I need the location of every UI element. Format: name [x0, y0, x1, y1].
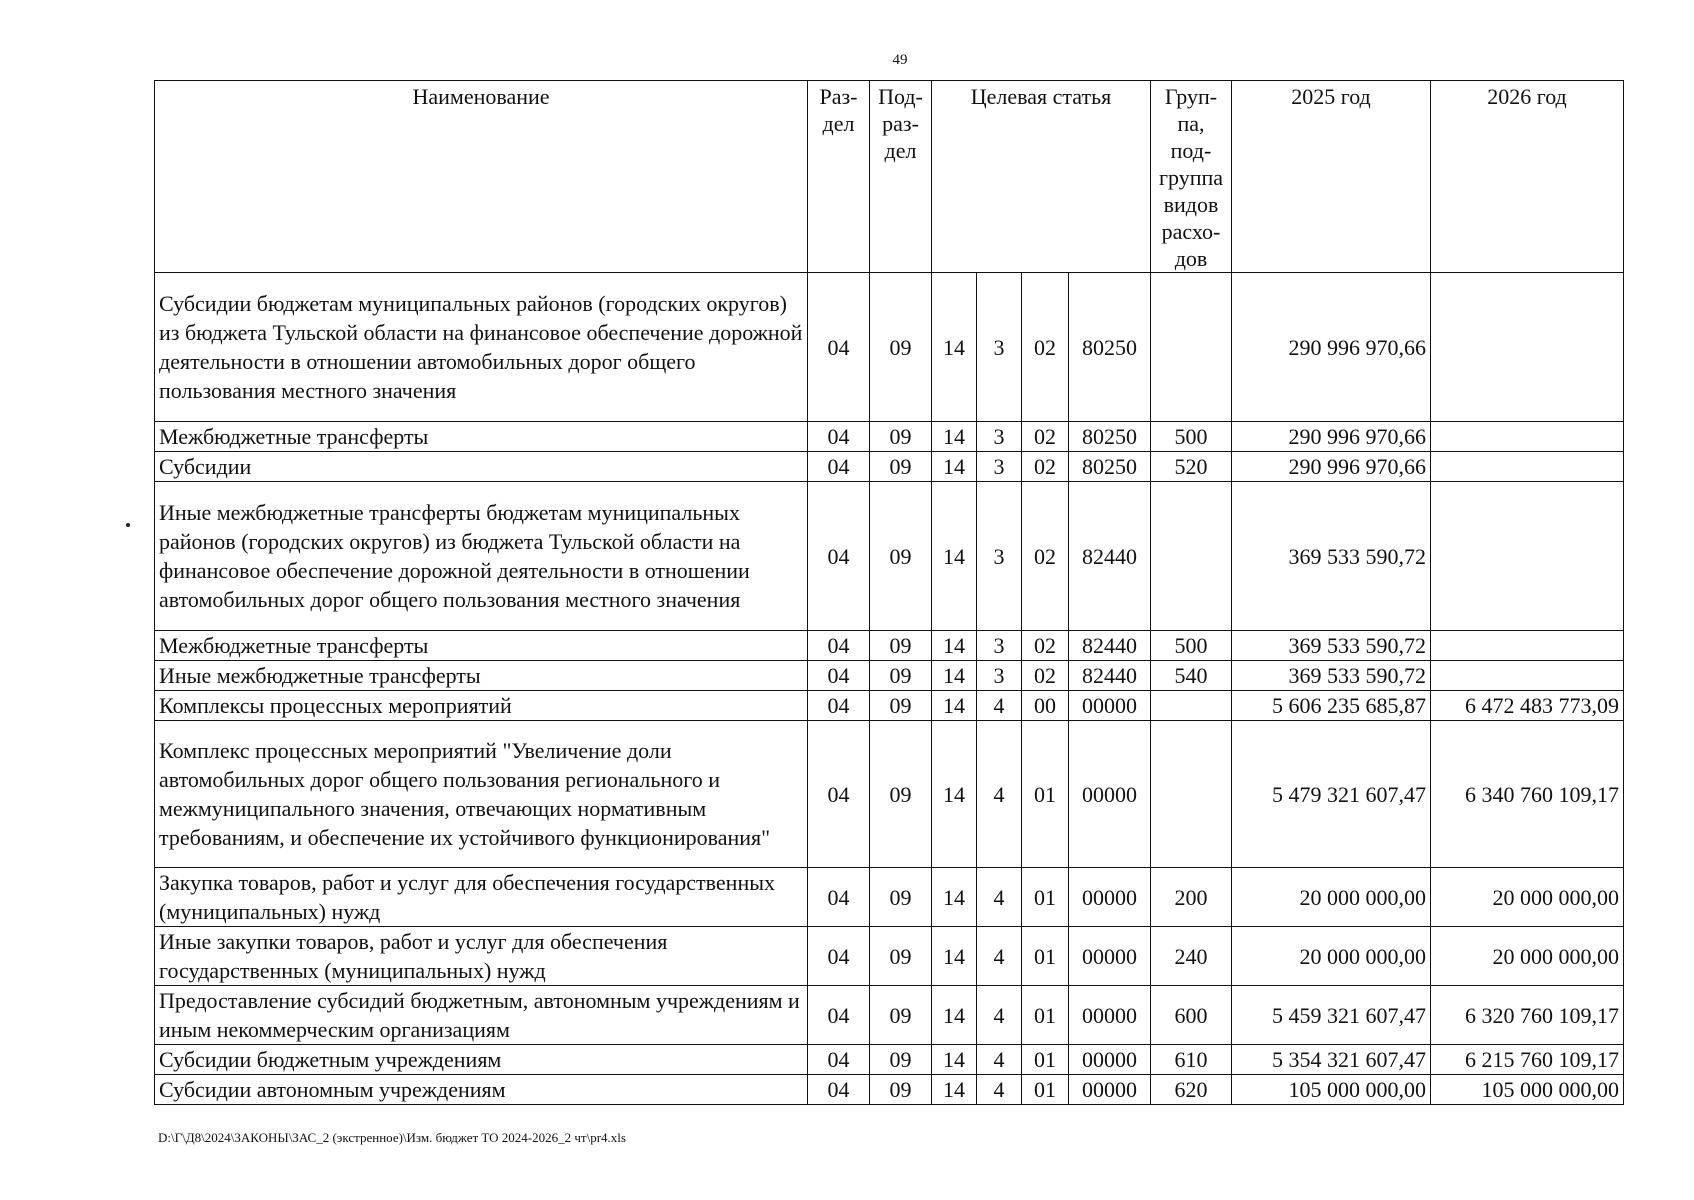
- row-expense-group: 200: [1151, 868, 1232, 927]
- row-article-structure: 02: [1022, 273, 1069, 422]
- header-target-article: Целевая статья: [932, 81, 1151, 273]
- row-expense-group: 620: [1151, 1075, 1232, 1105]
- row-amount-2025: 290 996 970,66: [1232, 422, 1431, 452]
- row-section: 04: [808, 986, 870, 1045]
- row-section: 04: [808, 721, 870, 868]
- row-amount-2025: 5 354 321 607,47: [1232, 1045, 1431, 1075]
- row-subsection: 09: [870, 721, 932, 868]
- row-amount-2025: 5 606 235 685,87: [1232, 691, 1431, 721]
- row-article-structure: 01: [1022, 1045, 1069, 1075]
- row-subsection: 09: [870, 273, 932, 422]
- row-article-program: 14: [932, 452, 977, 482]
- row-name: Субсидии: [155, 452, 808, 482]
- row-article-direction: 00000: [1069, 927, 1151, 986]
- table-row: [155, 868, 1624, 927]
- row-article-structure: 02: [1022, 422, 1069, 452]
- row-article-program: 14: [932, 986, 977, 1045]
- row-amount-2025: 105 000 000,00: [1232, 1075, 1431, 1105]
- row-name: Иные межбюджетные трансферты бюджетам муниципальных районов (городских округов) из бюджета Тульской области на финансовое обеспечение дорожной деятельности в отношении автомобильных дорог общего пользования местного значения: [155, 482, 808, 631]
- row-subsection: 09: [870, 661, 932, 691]
- table-row: [155, 1045, 1624, 1075]
- row-name: Комплексы процессных мероприятий: [155, 691, 808, 721]
- row-expense-group: 600: [1151, 986, 1232, 1045]
- row-section: 04: [808, 661, 870, 691]
- table-row: [155, 721, 1624, 868]
- row-article-type: 4: [977, 1075, 1022, 1105]
- row-section: 04: [808, 452, 870, 482]
- row-section: 04: [808, 1075, 870, 1105]
- row-article-program: 14: [932, 631, 977, 661]
- row-article-type: 3: [977, 482, 1022, 631]
- header-year-2026: 2026 год: [1431, 81, 1624, 273]
- row-subsection: 09: [870, 482, 932, 631]
- budget-table: [154, 80, 1624, 1105]
- row-article-structure: 02: [1022, 631, 1069, 661]
- row-name: Субсидии бюджетам муниципальных районов (городских округов) из бюджета Тульской области на финансовое обеспечение дорожной деятельности в отношении автомобильных дорог общего пользования местного значения: [155, 273, 808, 422]
- row-section: 04: [808, 482, 870, 631]
- table-header-row: [155, 81, 1624, 273]
- row-article-direction: 00000: [1069, 1075, 1151, 1105]
- row-article-direction: 80250: [1069, 273, 1151, 422]
- row-amount-2026: [1431, 661, 1624, 691]
- row-article-type: 4: [977, 1045, 1022, 1075]
- table-row: [155, 482, 1624, 631]
- row-article-type: 4: [977, 986, 1022, 1045]
- row-article-type: 3: [977, 273, 1022, 422]
- row-article-direction: 00000: [1069, 1045, 1151, 1075]
- row-amount-2026: 20 000 000,00: [1431, 868, 1624, 927]
- row-article-structure: 01: [1022, 868, 1069, 927]
- row-name: Межбюджетные трансферты: [155, 422, 808, 452]
- row-section: 04: [808, 422, 870, 452]
- row-amount-2025: 20 000 000,00: [1232, 927, 1431, 986]
- row-article-type: 3: [977, 631, 1022, 661]
- row-article-type: 3: [977, 452, 1022, 482]
- row-amount-2026: 6 215 760 109,17: [1431, 1045, 1624, 1075]
- row-expense-group: [1151, 482, 1232, 631]
- row-article-program: 14: [932, 422, 977, 452]
- row-expense-group: 500: [1151, 422, 1232, 452]
- row-article-type: 3: [977, 422, 1022, 452]
- row-name: Субсидии автономным учреждениям: [155, 1075, 808, 1105]
- row-article-structure: 02: [1022, 482, 1069, 631]
- row-subsection: 09: [870, 691, 932, 721]
- row-amount-2026: 6 472 483 773,09: [1431, 691, 1624, 721]
- row-subsection: 09: [870, 1045, 932, 1075]
- row-expense-group: 610: [1151, 1045, 1232, 1075]
- row-section: 04: [808, 691, 870, 721]
- header-name: Наименование: [155, 81, 808, 273]
- row-article-direction: 82440: [1069, 631, 1151, 661]
- row-amount-2026: 105 000 000,00: [1431, 1075, 1624, 1105]
- footer-file-path: D:\Г\Д8\2024\ЗАКОНЫ\ЗАС_2 (экстренное)\Изм. бюджет ТО 2024-2026_2 чт\pr4.xls: [158, 1130, 626, 1145]
- row-name: Иные межбюджетные трансферты: [155, 661, 808, 691]
- row-name: Предоставление субсидий бюджетным, автономным учреждениям и иным некоммерческим организациям: [155, 986, 808, 1045]
- row-article-program: 14: [932, 273, 977, 422]
- row-article-direction: 80250: [1069, 452, 1151, 482]
- table-row: [155, 661, 1624, 691]
- row-amount-2026: [1431, 452, 1624, 482]
- header-year-2025: 2025 год: [1232, 81, 1431, 273]
- row-article-type: 4: [977, 868, 1022, 927]
- row-article-type: 3: [977, 661, 1022, 691]
- table-row: [155, 927, 1624, 986]
- row-article-program: 14: [932, 1075, 977, 1105]
- header-section: Раз- дел: [808, 81, 870, 273]
- row-name: Субсидии бюджетным учреждениям: [155, 1045, 808, 1075]
- row-article-structure: 01: [1022, 1075, 1069, 1105]
- table-row: [155, 691, 1624, 721]
- row-amount-2026: 6 320 760 109,17: [1431, 986, 1624, 1045]
- header-subsection: Под- раз- дел: [870, 81, 932, 273]
- row-article-structure: 01: [1022, 927, 1069, 986]
- row-article-program: 14: [932, 691, 977, 721]
- row-article-direction: 82440: [1069, 661, 1151, 691]
- row-amount-2025: 20 000 000,00: [1232, 868, 1431, 927]
- row-subsection: 09: [870, 631, 932, 661]
- row-expense-group: [1151, 691, 1232, 721]
- row-article-direction: 00000: [1069, 691, 1151, 721]
- row-article-program: 14: [932, 868, 977, 927]
- row-article-program: 14: [932, 482, 977, 631]
- row-article-direction: 00000: [1069, 868, 1151, 927]
- table-row: [155, 452, 1624, 482]
- page-number: 49: [892, 52, 908, 68]
- row-article-structure: 01: [1022, 721, 1069, 868]
- row-section: 04: [808, 927, 870, 986]
- row-amount-2026: 6 340 760 109,17: [1431, 721, 1624, 868]
- row-section: 04: [808, 273, 870, 422]
- row-amount-2025: 5 479 321 607,47: [1232, 721, 1431, 868]
- row-article-direction: 80250: [1069, 422, 1151, 452]
- row-amount-2025: 5 459 321 607,47: [1232, 986, 1431, 1045]
- row-amount-2025: 369 533 590,72: [1232, 661, 1431, 691]
- table-row: [155, 1075, 1624, 1105]
- row-amount-2026: 20 000 000,00: [1431, 927, 1624, 986]
- table-row: [155, 273, 1624, 422]
- row-subsection: 09: [870, 452, 932, 482]
- table-row: [155, 986, 1624, 1045]
- row-amount-2026: [1431, 482, 1624, 631]
- row-article-program: 14: [932, 661, 977, 691]
- row-article-program: 14: [932, 927, 977, 986]
- row-article-program: 14: [932, 1045, 977, 1075]
- row-amount-2025: 369 533 590,72: [1232, 631, 1431, 661]
- row-expense-group: 540: [1151, 661, 1232, 691]
- row-amount-2025: 290 996 970,66: [1232, 452, 1431, 482]
- row-subsection: 09: [870, 927, 932, 986]
- row-name: Иные закупки товаров, работ и услуг для обеспечения государственных (муниципальных) нужд: [155, 927, 808, 986]
- row-section: 04: [808, 631, 870, 661]
- row-article-type: 4: [977, 927, 1022, 986]
- row-article-direction: 00000: [1069, 986, 1151, 1045]
- row-amount-2026: [1431, 422, 1624, 452]
- row-name: Межбюджетные трансферты: [155, 631, 808, 661]
- row-article-direction: 82440: [1069, 482, 1151, 631]
- row-article-structure: 02: [1022, 452, 1069, 482]
- scan-speck: [126, 523, 130, 527]
- row-expense-group: 520: [1151, 452, 1232, 482]
- row-article-structure: 01: [1022, 986, 1069, 1045]
- row-article-program: 14: [932, 721, 977, 868]
- row-name: Комплекс процессных мероприятий "Увеличение доли автомобильных дорог общего пользования регионального и межмуниципального значения, отвечающих нормативным требованиям, и обеспечение их устойчивого функционирования": [155, 721, 808, 868]
- header-expense-group: Груп- па, под- группа видов расхо- дов: [1151, 81, 1232, 273]
- row-subsection: 09: [870, 868, 932, 927]
- table-row: [155, 631, 1624, 661]
- row-name: Закупка товаров, работ и услуг для обеспечения государственных (муниципальных) нужд: [155, 868, 808, 927]
- row-amount-2026: [1431, 273, 1624, 422]
- row-subsection: 09: [870, 1075, 932, 1105]
- row-expense-group: 500: [1151, 631, 1232, 661]
- row-article-structure: 02: [1022, 661, 1069, 691]
- row-article-type: 4: [977, 721, 1022, 868]
- row-expense-group: 240: [1151, 927, 1232, 986]
- row-section: 04: [808, 868, 870, 927]
- row-expense-group: [1151, 721, 1232, 868]
- row-amount-2025: 369 533 590,72: [1232, 482, 1431, 631]
- row-article-direction: 00000: [1069, 721, 1151, 868]
- row-section: 04: [808, 1045, 870, 1075]
- row-subsection: 09: [870, 422, 932, 452]
- row-amount-2025: 290 996 970,66: [1232, 273, 1431, 422]
- row-article-structure: 00: [1022, 691, 1069, 721]
- table-row: [155, 422, 1624, 452]
- row-expense-group: [1151, 273, 1232, 422]
- row-subsection: 09: [870, 986, 932, 1045]
- row-article-type: 4: [977, 691, 1022, 721]
- row-amount-2026: [1431, 631, 1624, 661]
